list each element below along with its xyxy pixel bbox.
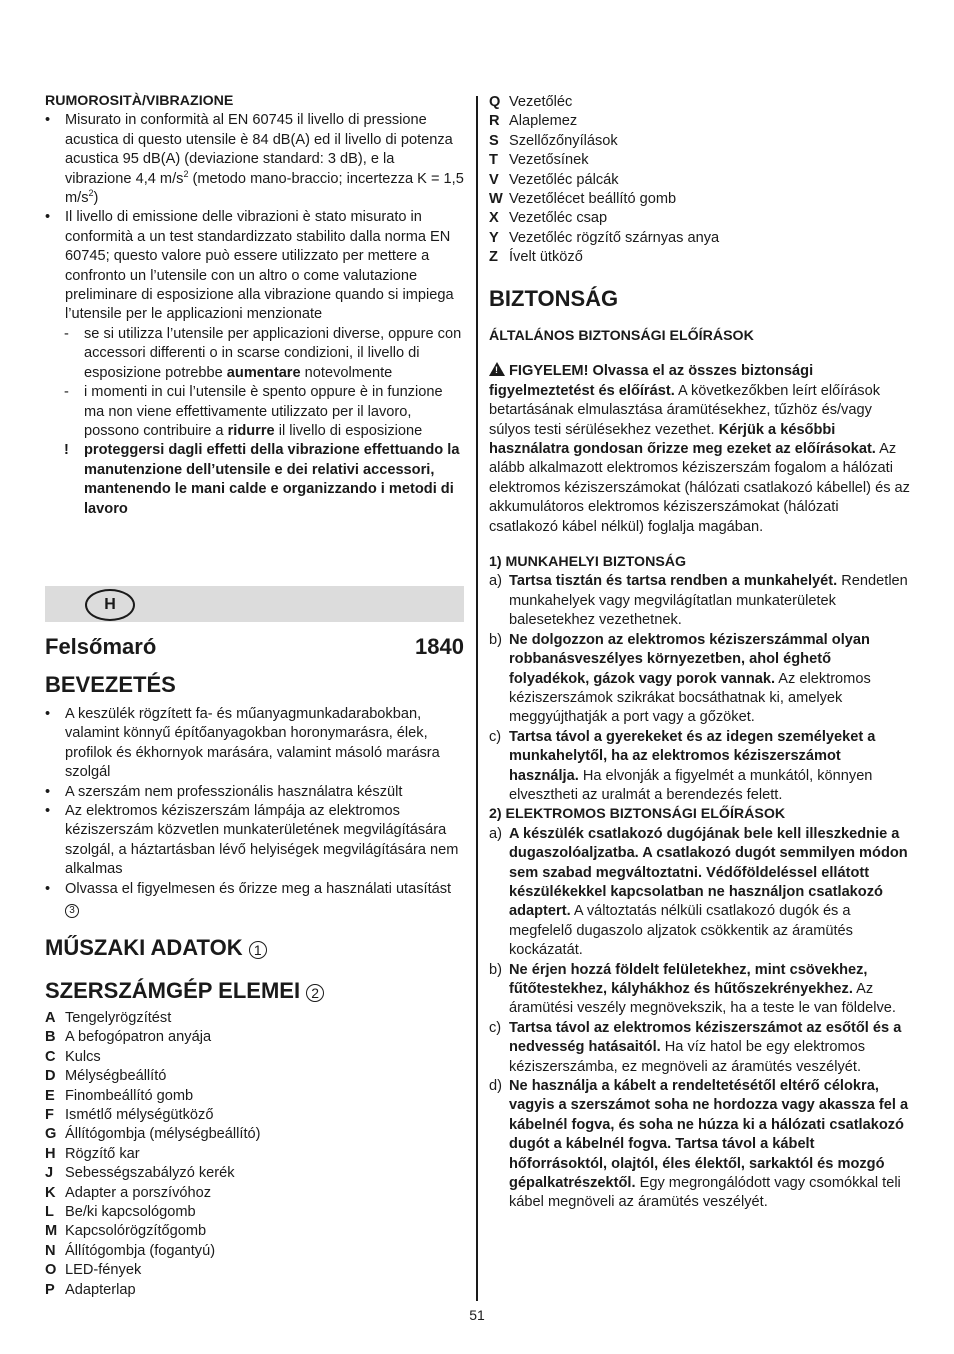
part-item [45,1028,464,1047]
part-item [45,1145,464,1164]
rule-bold: Tartsa távol az elektromos kéziszerszámot az esőtől és a nedvesség hatásaitól. [509,1019,902,1056]
part-item [45,1087,464,1106]
rule-item [489,728,911,806]
page-number: 51 [469,1307,485,1323]
part-label: Ismétlő mélységütköző [65,1107,214,1124]
part-letter: Y [489,229,499,246]
ref-1: 1 [249,941,267,959]
part-label: Vezetőléc [509,94,573,110]
rule-marker: c) [489,1019,502,1036]
rule-item [489,631,911,728]
rule-text: Rendetlen munkahelyek vagy megvilágítatlan munkaterületek balesetekhez vezethetnek. [509,573,908,629]
part-item [45,1222,464,1241]
part-label: Kulcs [65,1048,101,1065]
rule-bold: A készülék csatlakozó dugójának bele kell illeszkednie a dugaszolóaljzatba. A csatlakozó dugót semmilyen módon sem szabad megváltoztatni. Védőföldeléssel ellátott készülékekkel kapcsolatban ne használjon csatlakozó adaptert. [509,825,908,920]
part-label: Be/ki kapcsológomb [65,1204,196,1221]
part-letter: A [45,1010,56,1026]
rule-item [489,825,911,961]
part-item [45,1067,464,1086]
rule-bold: Tartsa tisztán és tartsa rendben a munkahelyét. [509,573,838,590]
rule-marker: a) [489,825,502,842]
product-name: Felsőmaró [45,634,157,659]
rule-item [489,961,911,1019]
part-label: Vezetőlécet beállító gomb [509,191,677,208]
part-item [489,248,911,267]
rule-bold: Ne használja a kábelt a rendeltetésétől eltérő célokra, vagyis a szerszámot soha ne hordozza vagy akassza fel a kábelnél fogva, és soha ne húzza ki a hálózati csatlakozó dugót a kábelnél fogva. Tartsa távol a kábelt hőforrásoktól, olajtól, éles élektől, sarkaktól és mozgó gépalkatrészektől. [509,1078,909,1192]
part-item [45,1164,464,1183]
part-letter: D [45,1068,56,1085]
product-title [45,633,464,661]
part-item [489,132,911,151]
part-letter: G [45,1126,57,1143]
part-letter: E [45,1087,55,1104]
part-letter: H [45,1145,56,1162]
part-letter: X [489,210,499,227]
rule-item [489,1077,911,1213]
part-label: Rögzítő kar [65,1145,140,1162]
rule-text: Egy megrongálódott vagy csomókkal teli kábel megnöveli az áramütés veszélyét. [509,1175,901,1211]
rule-text: Az elektromos kéziszerszámok szikrákat bocsáthatnak ki, amelyek meggyújthatják a port vagy a gőzöket. [509,670,871,726]
part-letter: J [45,1165,54,1182]
safety-heading: BIZTONSÁG [489,286,619,311]
part-label: Mélységbeállító [65,1068,167,1085]
part-item [45,1261,464,1280]
part-label: Kapcsolórögzítőgomb [65,1223,207,1240]
part-item [45,1106,464,1125]
part-item [45,1048,464,1067]
part-letter: N [45,1242,56,1259]
rule-bold: Tartsa távol a gyerekeket és az idegen személyeket a munkahelytől, ha az elektromos kéziszerszámot használja. [509,728,876,784]
warning-paragraph: ! FIGYELEM! Olvassa el az összes biztonsági figyelmeztetést és előírást. A következőkben leírt előírások betartásának elmulasztása áramütésekhez, tűzhöz és/vagy súlyos testi sérülésekhez vezethet. Kérjük a későbbi használatra gondosan őrizze meg ezeket az előírásokat. Az alább alkalmazott elektromos kéziszerszám fogalom a hálózati elektromos kéziszerszámokat (hálózati csatlakozó kábellel) és az akkumulátoros elektromos kéziszerszámokat (hálózati csatlakozó kábel nélkül) foglalja magában. [489,363,910,535]
ref-2: 2 [306,984,324,1002]
part-label: Adapter a porszívóhoz [65,1184,212,1201]
rule-marker: b) [489,961,502,978]
part-item [45,1009,464,1028]
rule-bold: Ne érjen hozzá földelt felületekhez, mint csövekhez, fűtőtestekhez, kályhákhoz és hűtőszekrényekhez. [509,961,868,997]
part-item [489,93,911,112]
warning-icon: ! [489,362,505,376]
language-bar [45,586,464,622]
rule-text: Ha elvonják a figyelmét a munkától, könnyen elvesztheti az uralmát a berendezés felett. [509,767,873,803]
rule-item [489,572,911,630]
part-label: Vezetőléc pálcák [509,171,619,188]
intro-bullet-3: • Az elektromos kéziszerszám lámpája az elektromos kéziszerszám közvetlen munkaterületének megvilágítására szolgál, a háztartásban lévő helyiségek megvilágítására nem alkalmas [45,802,464,880]
part-item [45,1125,464,1144]
parts-list-right [489,93,911,268]
elec-heading: 2) ELEKTROMOS BIZTONSÁGI ELŐÍRÁSOK [489,806,786,823]
part-label: Vezetőléc rögzítő szárnyas anya [509,229,720,246]
noise-sub-3: ! proteggersi dagli effetti della vibrazione effettuando la manutenzione dell’utensile e dei relativi accessori, mantenendo le mani calde e organizzando i metodi di lavoro [64,442,460,517]
part-letter: T [489,152,498,169]
parts-heading: SZERSZÁMGÉP ELEMEI 2 [45,977,324,1005]
rule-text: Az áramütési veszély megnövekszik, ha a teste le van földelve. [509,981,896,1017]
intro-section [45,705,464,918]
elec-list [489,825,911,1213]
intro-bullet-1: • A keszülék rögzített fa- és műanyagmunkadarabokban, valamint könnyű építőanyagokban horonymarásra, élek, profilok és ékhornyok marására, valamint másoló marásra szolgál [45,705,464,783]
rule-marker: b) [489,631,502,648]
intro-heading: BEVEZETÉS [45,672,176,697]
part-letter: F [45,1107,54,1124]
parts-list-left [45,1009,464,1300]
rule-text: Ha víz hatol be egy elektromos kéziszerszámba, ez megnöveli az áramütés veszélyét. [509,1039,866,1075]
part-letter: L [45,1204,54,1221]
rule-marker: d) [489,1078,502,1095]
part-item [489,171,911,190]
rule-text: A változtatás nélküli csatlakozó dugók és a megfelelő dugaszolo aljzatok csökkentik az áramütés kockázatát. [509,903,853,959]
part-letter: B [45,1029,56,1046]
rule-bold: Ne dolgozzon az elektromos kéziszerszámmal olyan robbanásveszélyes környezetben, ahol éghető folyadékok, gázok vagy porok vannak. [509,631,870,687]
part-letter: K [45,1184,56,1201]
rule-marker: c) [489,728,502,745]
part-label: LED-fények [65,1262,142,1279]
noise-bullet-2: • Il livello di emissione delle vibrazioni è stato misurato in conformità a un test standardizzato stabilito dalla norma EN 60745; questo valore può essere utilizzato per mettere a confronto un l’utensile con un altro o come valutazione preliminare di esposizione alla vibrazione quando si impiega l’utensile per le applicazioni menzionate [45,208,464,324]
tech-heading: MŰSZAKI ADATOK 1 [45,934,267,962]
part-item [45,1242,464,1261]
general-heading: ÁLTALÁNOS BIZTONSÁGI ELŐÍRÁSOK [489,328,754,344]
part-label: Tengelyrögzítést [65,1010,172,1026]
part-letter: Q [489,94,501,110]
intro-list [45,705,464,918]
part-item [489,112,911,131]
intro-bullet-4: • Olvassa el figyelmesen és őrizze meg a használati utasítást 3 [45,880,464,919]
noise-bullet-1: • Misurato in conformità al EN 60745 il livello di pressione acustica di questo utensile è 84 dB(A) ed il livello di potenza acustica 95 dB(A) (deviazione standard: 3 dB), e la vibrazione 4,4 $m/s^2$ (metodo mano-braccio; incertezza K = 1,5 $m/s^2$) [45,111,464,208]
left-column [45,92,464,519]
safety-section [489,327,911,1213]
part-letter: Z [489,249,498,266]
rule-item [489,1019,911,1077]
part-letter: S [489,132,499,149]
part-label: Sebességszabályzó kerék [65,1165,235,1182]
noise-list [45,111,464,519]
noise-sub-1: - se si utilizza l’utensile per applicazioni diverse, oppure con accessori differenti o in scarse condizioni, il livello di esposizione potrebbe aumentare notevolmente [64,325,462,381]
part-item [489,190,911,209]
part-item [489,209,911,228]
part-label: Ívelt ütköző [509,249,583,266]
part-label: Szellőzőnyílások [509,132,618,149]
part-label: Adapterlap [65,1281,136,1298]
column-divider [476,96,478,1301]
language-badge: H [85,589,135,621]
part-label: Állítógombja (fogantyú) [65,1242,216,1259]
part-label: Vezetősínek [509,152,589,169]
part-item [489,229,911,248]
part-letter: O [45,1262,57,1279]
part-item [45,1203,464,1222]
part-letter: P [45,1281,55,1298]
noise-sub-2: - i momenti in cui l’utensile è spento oppure è in funzione ma non viene effettivamente utilizzato per il lavoro, possono contribuire a ridurre il livello di esposizione [64,384,443,439]
part-letter: R [489,113,500,130]
part-item [45,1184,464,1203]
part-label: Finombeállító gomb [65,1087,194,1104]
rule-marker: a) [489,573,502,590]
noise-heading: RUMOROSITÀ/VIBRAZIONE [45,93,234,109]
work-heading: 1) MUNKAHELYI BIZTONSÁG [489,554,687,571]
part-letter: V [489,171,499,188]
work-list [489,572,911,805]
part-item [489,151,911,170]
part-item [45,1281,464,1300]
part-label: Alaplemez [509,113,578,130]
part-label: A befogópatron anyája [65,1029,212,1046]
part-letter: W [489,191,503,208]
part-letter: C [45,1048,56,1065]
part-label: Állítógombja (mélységbeállító) [65,1126,261,1143]
intro-bullet-2: • A szerszám nem professzionális használatra készült [45,783,464,802]
part-letter: M [45,1223,58,1240]
product-number: 1840 [415,634,464,659]
part-label: Vezetőléc csap [509,210,608,227]
ref-3: 3 [65,904,79,918]
